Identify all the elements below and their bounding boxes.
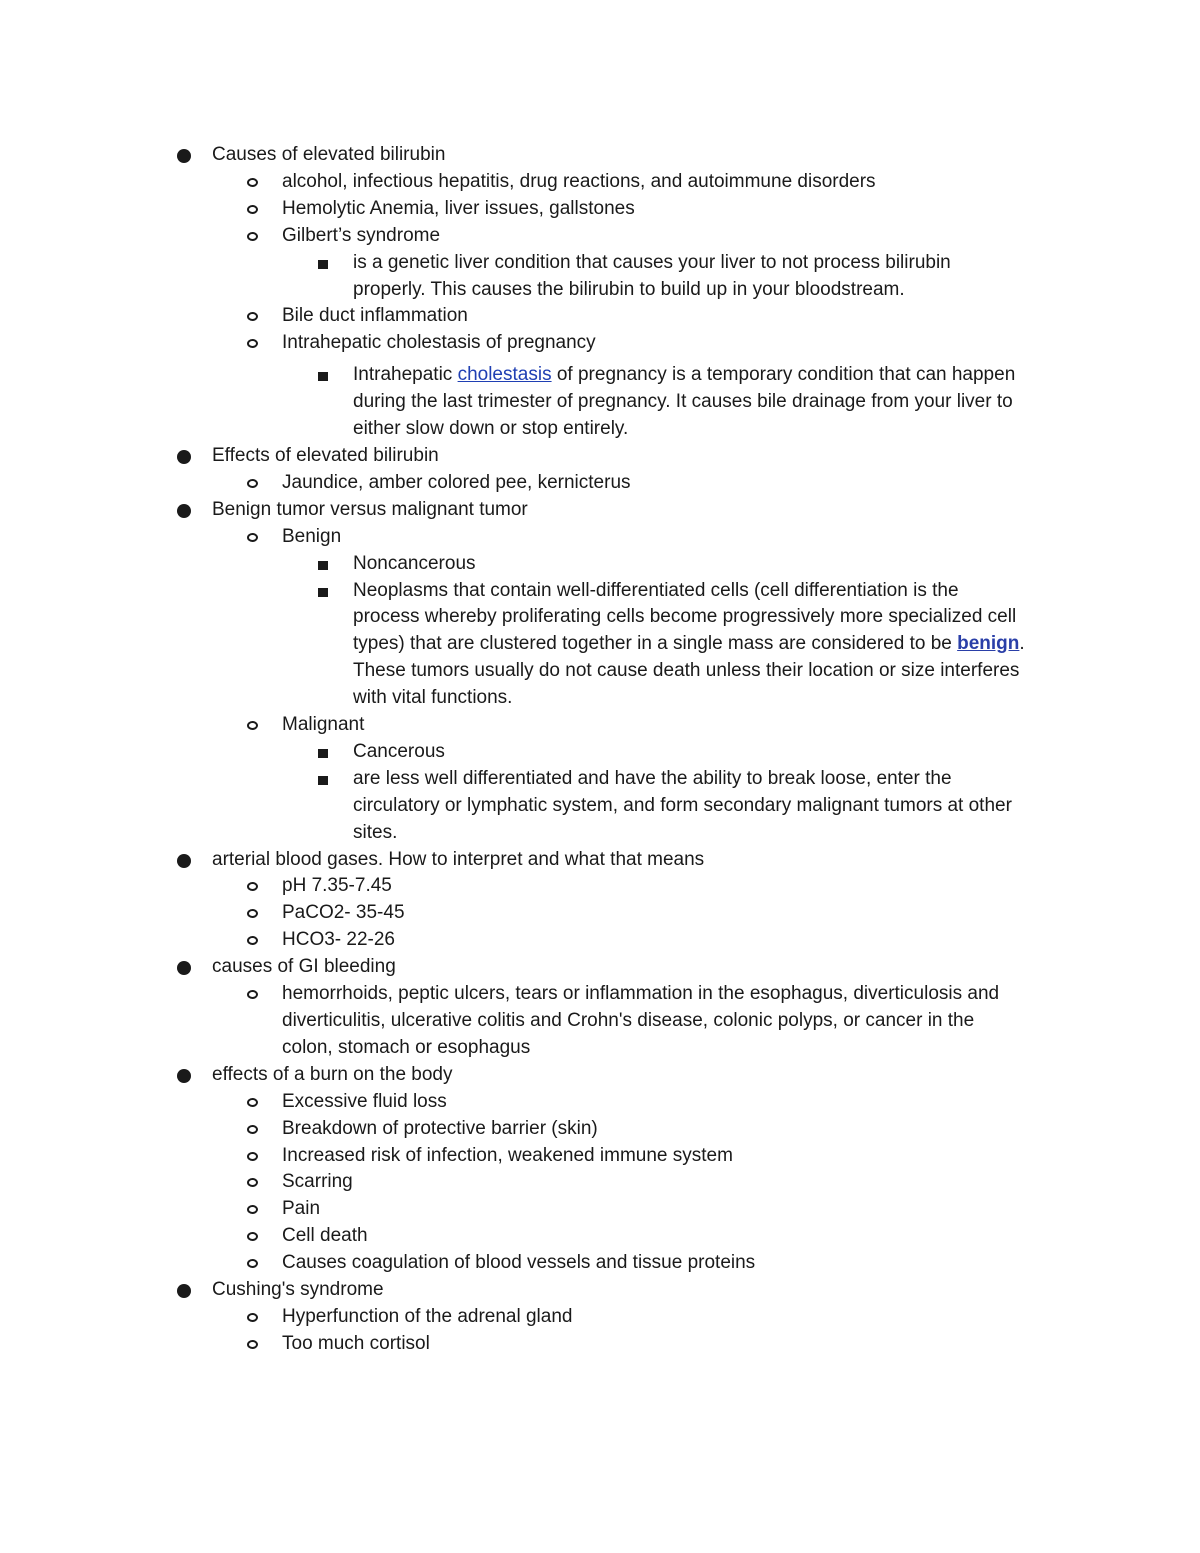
list-item: [0, 1304, 1200, 1331]
list-item: [0, 330, 1200, 357]
list-item: [0, 362, 1200, 389]
list-item-text: Gilbert’s syndrome: [282, 224, 441, 246]
list-item: [0, 1196, 1200, 1223]
bullet-circle-icon: [247, 1259, 258, 1268]
list-item-text: Cell death: [282, 1225, 368, 1247]
list-item-text: Malignant: [282, 714, 365, 736]
list-item-tumor: [0, 497, 1200, 524]
list-item-text: Intrahepatic: [353, 364, 458, 386]
bullet-circle-icon: [247, 1205, 258, 1214]
list-item-text: Bile duct inflammation: [282, 305, 468, 327]
list-item: [0, 250, 1200, 277]
list-item-text: Excessive fluid loss: [282, 1090, 447, 1112]
list-item-text: sites.: [353, 821, 398, 843]
bullet-circle-icon: [247, 312, 258, 321]
list-item-continuation: [0, 604, 1200, 631]
list-item-text: causes of GI bleeding: [212, 956, 396, 978]
bullet-square-icon: [318, 749, 328, 758]
list-item: [0, 196, 1200, 223]
bullet-circle-icon: [247, 178, 258, 187]
list-item: [0, 223, 1200, 250]
bullet-circle-icon: [247, 1313, 258, 1322]
list-item-continuation: [0, 389, 1200, 416]
list-item-text: diverticulitis, ulcerative colitis and Crohn's disease, colonic polyps, or cancer in the: [282, 1010, 975, 1031]
bullet-circle-icon: [247, 1178, 258, 1187]
list-item: [0, 551, 1200, 578]
list-item-text: either slow down or stop entirely.: [353, 418, 629, 440]
bullet-circle-icon: [247, 232, 258, 241]
list-item-continuation: [0, 820, 1200, 847]
list-item: [0, 1250, 1200, 1277]
list-item-text: Increased risk of infection, weakened immune system: [282, 1144, 733, 1166]
list-item-text: These tumors usually do not cause death unless their location or size interferes: [353, 660, 1020, 682]
list-item-continuation: [0, 277, 1200, 304]
bullet-disc-icon: [177, 1284, 191, 1298]
list-item-text: Pain: [282, 1198, 321, 1220]
list-item-text: Cushing's syndrome: [212, 1279, 384, 1301]
list-item-text: Neoplasms that contain well-differentiated cells (cell differentiation is the: [353, 579, 959, 601]
bullet-disc-icon: [177, 450, 191, 464]
list-item-continuation: [0, 1008, 1200, 1035]
list-item-text: Causes of elevated bilirubin: [212, 144, 446, 165]
bullet-square-icon: [318, 561, 328, 570]
bullet-circle-icon: [247, 936, 258, 945]
list-item-text: PaCO2- 35-45: [282, 902, 405, 924]
cholestasis-link[interactable]: cholestasis: [457, 364, 552, 386]
bullet-circle-icon: [247, 721, 258, 730]
list-item: [0, 1169, 1200, 1196]
list-item: [0, 578, 1200, 605]
list-item-text: types) that are clustered together in a single mass are considered to be: [353, 633, 958, 655]
bullet-circle-icon: [247, 1098, 258, 1107]
list-item-text: alcohol, infectious hepatitis, drug reactions, and autoimmune disorders: [282, 170, 876, 192]
list-item: [0, 1143, 1200, 1170]
list-item-text: Scarring: [282, 1171, 353, 1193]
bullet-disc-icon: [177, 961, 191, 975]
list-item-bilirubin-causes: [0, 142, 1200, 169]
bullet-square-icon: [318, 588, 328, 597]
bullet-circle-icon: [247, 479, 258, 488]
list-item-text: are less well differentiated and have the ability to break loose, enter the: [353, 767, 952, 789]
list-item-text: is a genetic liver condition that causes your liver to not process bilirubin: [353, 251, 951, 273]
bullet-disc-icon: [177, 149, 191, 163]
list-item-continuation: [0, 658, 1200, 685]
list-item-text: properly. This causes the bilirubin to build up in your bloodstream.: [353, 278, 905, 300]
list-item-text: circulatory or lymphatic system, and form secondary malignant tumors at other: [353, 794, 1012, 816]
list-item-text: arterial blood gases. How to interpret and what that means: [212, 848, 705, 870]
list-item-text: effects of a burn on the body: [212, 1063, 453, 1085]
bullet-circle-icon: [247, 882, 258, 891]
list-item-text: .: [1019, 633, 1025, 655]
bullet-circle-icon: [247, 1232, 258, 1241]
list-item-text: Jaundice, amber colored pee, kernicterus: [282, 471, 631, 493]
list-item-text: with vital functions.: [353, 687, 513, 709]
bullet-circle-icon: [247, 533, 258, 542]
bullet-square-icon: [318, 372, 328, 381]
list-item: [0, 169, 1200, 196]
list-item: [0, 739, 1200, 766]
list-item-text: Noncancerous: [353, 552, 476, 574]
list-item-text: Benign: [282, 525, 342, 547]
list-item-text: Hyperfunction of the adrenal gland: [282, 1305, 573, 1327]
list-item-text: Too much cortisol: [282, 1332, 430, 1354]
list-item-text: colon, stomach or esophagus: [282, 1036, 531, 1058]
document-page: [0, 142, 1200, 1358]
bullet-disc-icon: [177, 504, 191, 518]
list-item-text: hemorrhoids, peptic ulcers, tears or inflammation in the esophagus, diverticulosis and: [282, 983, 1000, 1005]
list-item-cushing: [0, 1277, 1200, 1304]
list-item: [0, 981, 1200, 1008]
list-item-text: during the last trimester of pregnancy. It causes bile drainage from your liver to: [353, 391, 1013, 413]
bullet-square-icon: [318, 776, 328, 785]
list-item-text: Effects of elevated bilirubin: [212, 444, 439, 466]
list-item-text: Intrahepatic cholestasis of pregnancy: [282, 332, 596, 354]
list-item-text: of pregnancy is a temporary condition that can happen: [551, 364, 1016, 386]
list-item: [0, 712, 1200, 739]
list-item-continuation: [0, 1035, 1200, 1062]
list-item: [0, 873, 1200, 900]
list-item-text: Cancerous: [353, 740, 445, 762]
list-item-abg: [0, 847, 1200, 874]
bullet-circle-icon: [247, 1340, 258, 1349]
list-item-text: Causes coagulation of blood vessels and tissue proteins: [282, 1252, 756, 1274]
list-item-text: process whereby proliferating cells become progressively more specialized cell: [353, 606, 1017, 628]
list-item-continuation: [0, 685, 1200, 712]
benign-link[interactable]: benign: [957, 633, 1020, 655]
list-item: [0, 1116, 1200, 1143]
list-item-text: Benign tumor versus malignant tumor: [212, 498, 528, 520]
bullet-circle-icon: [247, 909, 258, 918]
bullet-disc-icon: [177, 854, 191, 868]
bullet-circle-icon: [247, 1125, 258, 1134]
list-item-text: Hemolytic Anemia, liver issues, gallstones: [282, 197, 635, 219]
list-item-continuation: [0, 631, 1200, 658]
list-item-text: pH 7.35-7.45: [282, 875, 392, 897]
bullet-disc-icon: [177, 1069, 191, 1083]
bullet-square-icon: [318, 260, 328, 269]
list-item-continuation: [0, 416, 1200, 443]
list-item: [0, 900, 1200, 927]
bullet-circle-icon: [247, 1152, 258, 1161]
list-item-continuation: [0, 793, 1200, 820]
list-item-bilirubin-effects: [0, 443, 1200, 470]
list-item-text: Breakdown of protective barrier (skin): [282, 1117, 598, 1139]
list-item: [0, 927, 1200, 954]
list-item-burn: [0, 1062, 1200, 1089]
list-item: [0, 1331, 1200, 1358]
bullet-circle-icon: [247, 339, 258, 348]
list-item: [0, 1223, 1200, 1250]
list-item: [0, 766, 1200, 793]
list-item: [0, 470, 1200, 497]
list-item: [0, 1089, 1200, 1116]
list-item: [0, 303, 1200, 330]
list-item-text: HCO3- 22-26: [282, 929, 395, 951]
list-item: [0, 524, 1200, 551]
bullet-circle-icon: [247, 205, 258, 214]
list-item-gi-bleeding: [0, 954, 1200, 981]
bullet-circle-icon: [247, 990, 258, 999]
